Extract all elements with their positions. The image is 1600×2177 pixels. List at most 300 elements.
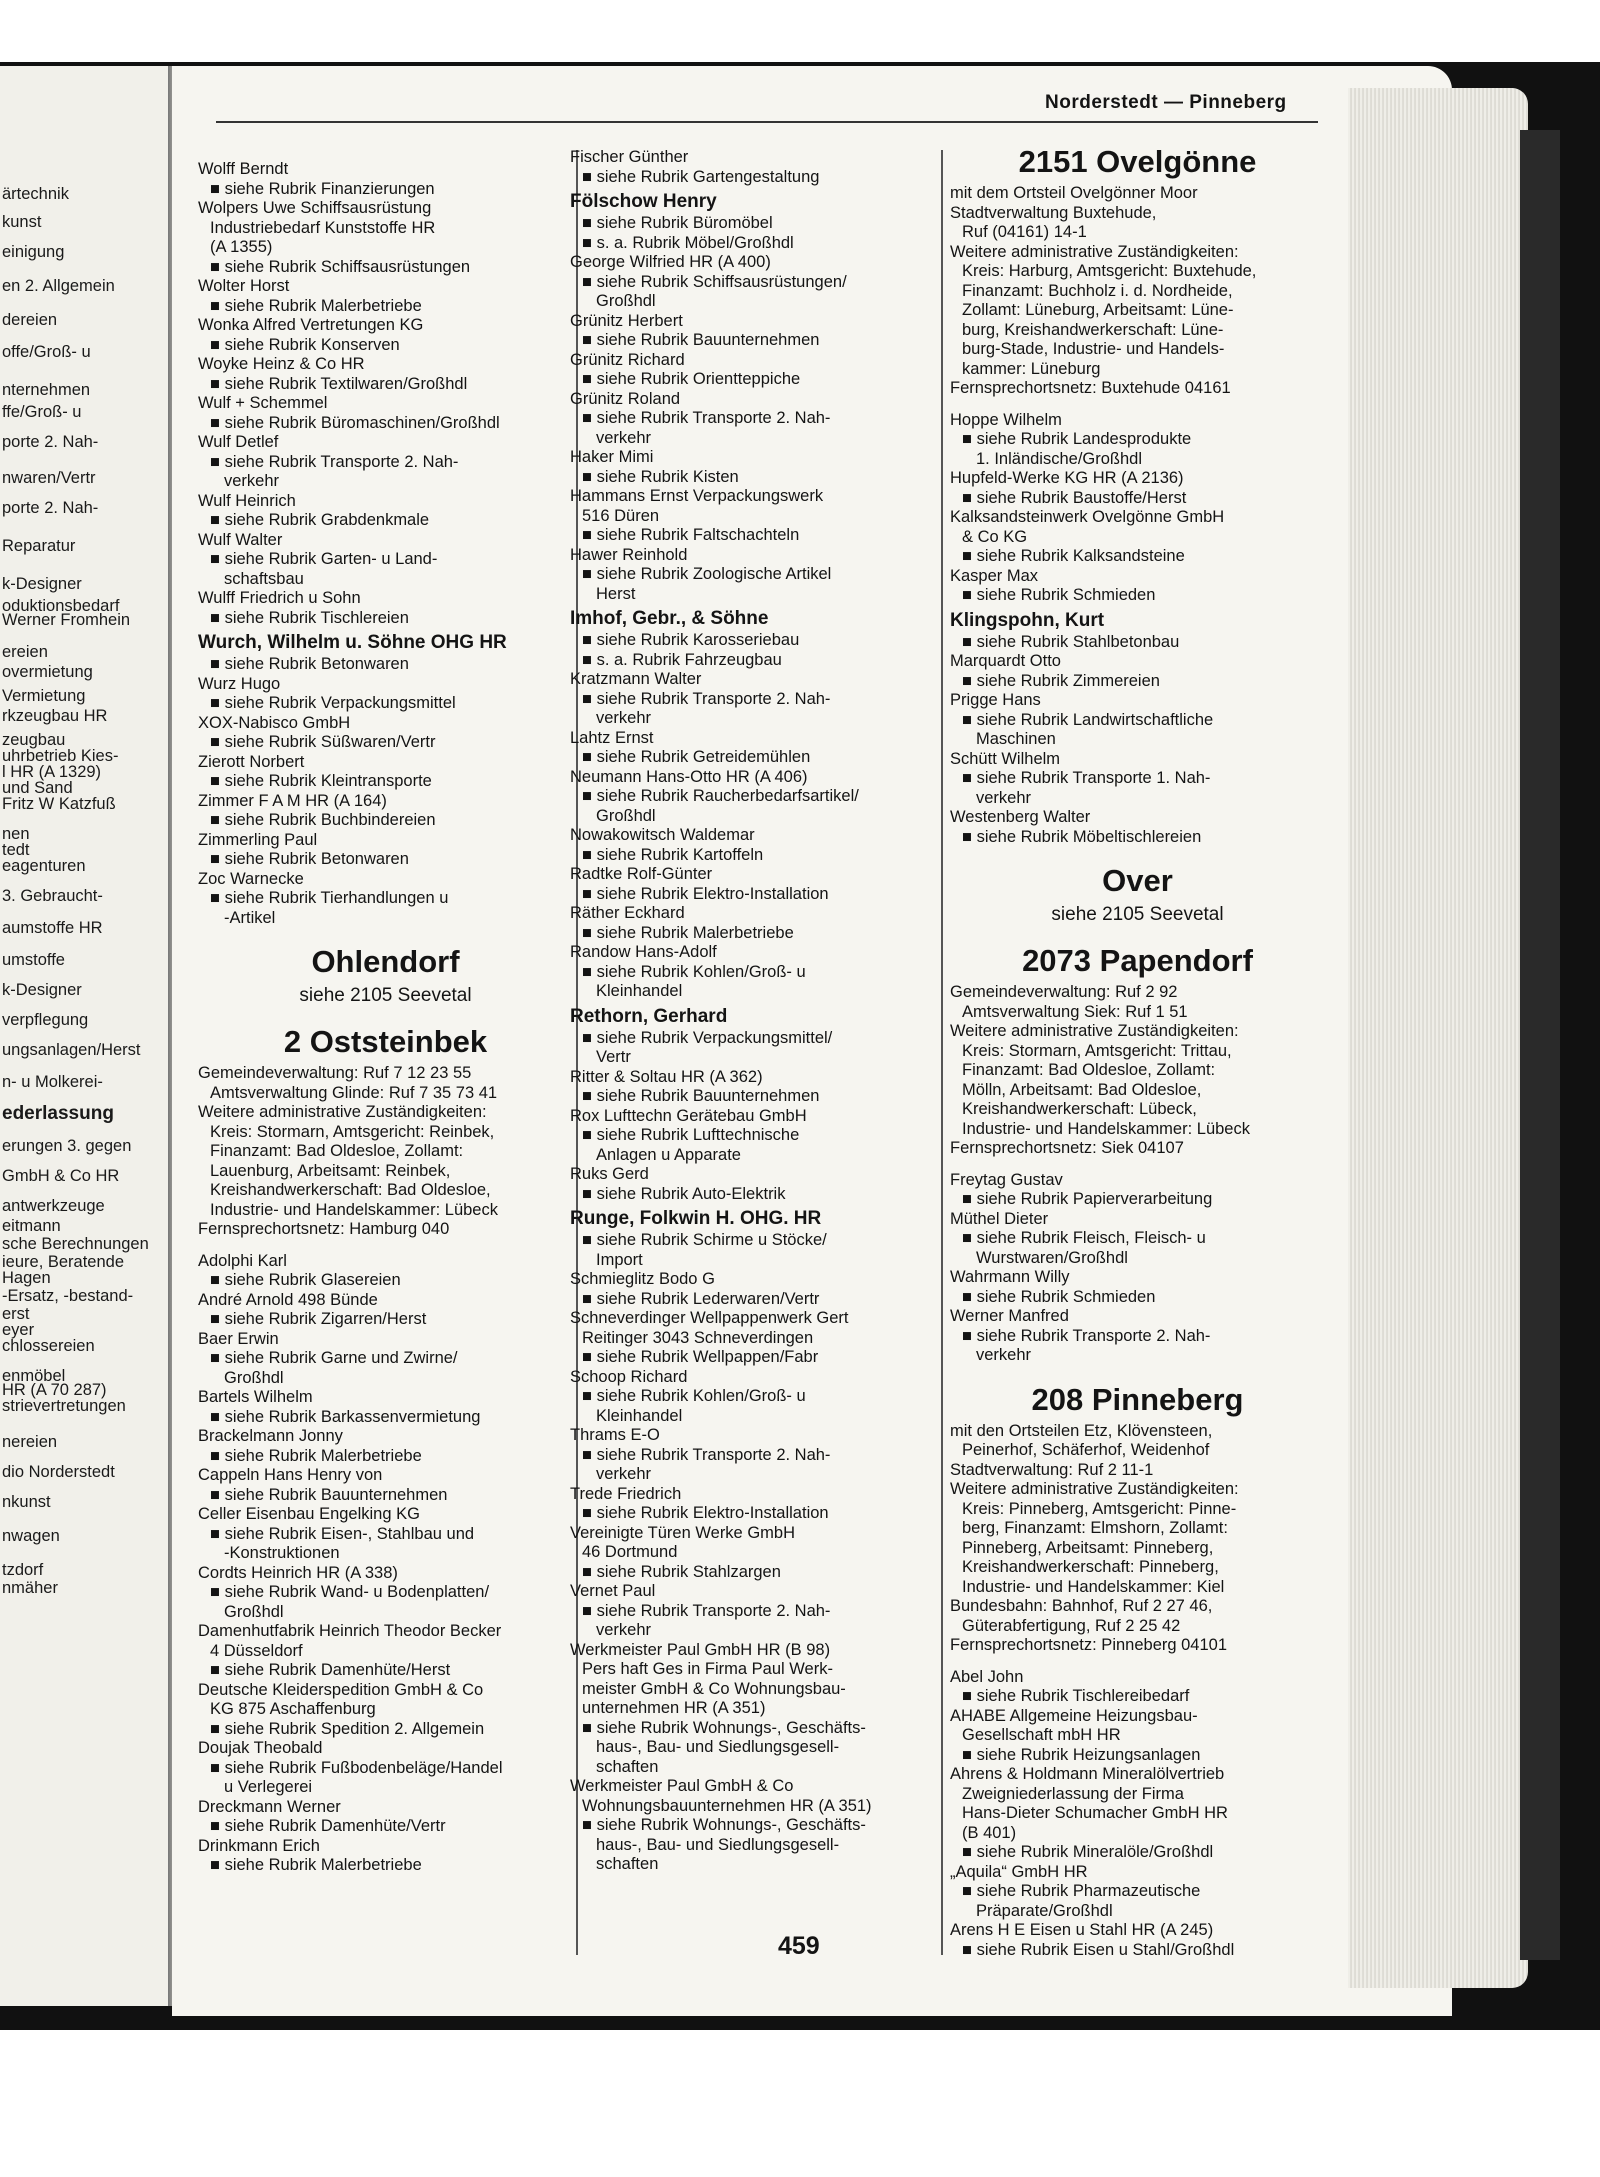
entry-name: Bundesbahn: Bahnhof, Ruf 2 27 46, (950, 1597, 1213, 1615)
left-page-fragment: oduktionsbedarf (2, 597, 120, 615)
entry-name-bold: Wurch, Wilhelm u. Söhne OHG HR (198, 632, 507, 653)
entry-name: Ruks Gerd (570, 1165, 649, 1183)
rubrik-reference: ■ siehe Rubrik Büromaschinen/Großhdl (198, 414, 573, 434)
entry-name: Schneverdinger Wellpappenwerk Gert (570, 1309, 849, 1327)
detail-line: Mölln, Arbeitsamt: Bad Oldesloe, (962, 1080, 1202, 1099)
detail-line: Güterabfertigung, Ruf 2 25 42 (962, 1616, 1181, 1635)
continuation-line: verkehr (976, 788, 1032, 807)
continuation-line: schaftsbau (224, 569, 304, 588)
entry-name: Werkmeister Paul GmbH & Co (570, 1777, 794, 1795)
entry-name-bold: Runge, Folkwin H. OHG. HR (570, 1208, 822, 1229)
column-divider (941, 150, 943, 1955)
left-page-fragment: strievertretungen (2, 1397, 126, 1415)
detail-line: Amtsverwaltung Siek: Ruf 1 51 (962, 1002, 1188, 1021)
continuation-line: haus-, Bau- und Siedlungsgesell- (596, 1738, 840, 1756)
left-page-fragment: zeugbau (2, 731, 66, 749)
entry-name: Grünitz Herbert (570, 311, 683, 330)
entry-name: Müthel Dieter (950, 1209, 1049, 1228)
rubrik-reference: ■ siehe Rubrik Bauunternehmen (198, 1486, 573, 1506)
continuation-line: verkehr (224, 472, 280, 490)
left-page-fragment: antwerkzeuge (2, 1197, 105, 1215)
left-page-fragment: ereien (2, 643, 48, 661)
continuation-line: Kleinhandel (596, 982, 683, 1000)
entry-name: Fernsprechortsnetz: Siek 04107 (950, 1139, 1184, 1157)
detail-line: Kreishandwerkerschaft: Pinneberg, (962, 1558, 1219, 1576)
header-rule (216, 121, 1318, 123)
detail-line: Amtsverwaltung Glinde: Ruf 7 35 73 41 (210, 1083, 498, 1102)
rubrik-reference: ■ siehe Rubrik Tierhandlungen u (198, 889, 573, 909)
entry-name: Drinkmann Erich (198, 1836, 320, 1855)
entry-name: Cappeln Hans Henry von (198, 1466, 383, 1484)
entry-name: Brackelmann Jonny (198, 1427, 343, 1445)
detail-line: Kreishandwerkerschaft: Bad Oldesloe, (210, 1181, 491, 1199)
entry-name: Deutsche Kleiderspedition GmbH & Co (198, 1680, 484, 1699)
spacer (950, 1656, 1325, 1668)
detail-line: Reitinger 3043 Schneverdingen (582, 1328, 814, 1347)
spacer (950, 1159, 1325, 1171)
detail-line: KG 875 Aschaffenburg (210, 1700, 376, 1718)
left-page-fragment: ärtechnik (2, 185, 69, 203)
left-page-fragment: Reparatur (2, 537, 76, 555)
rubrik-reference: ■ siehe Rubrik Bauunternehmen (570, 331, 940, 351)
rubrik-reference: ■ siehe Rubrik Stahlzargen (570, 1563, 940, 1583)
continuation-line: verkehr (596, 1465, 652, 1483)
rubrik-reference: ■ siehe Rubrik Konserven (198, 336, 573, 356)
entry-name: Wulf + Schemmel (198, 394, 328, 412)
entry-name: Baer Erwin (198, 1329, 279, 1348)
detail-line: (A 1355) (210, 238, 273, 256)
entry-name: Dreckmann Werner (198, 1797, 341, 1816)
left-page-fragment: dereien (2, 311, 58, 329)
rubrik-reference: ■ siehe Rubrik Damenhüte/Herst (198, 1661, 573, 1681)
page-edges (1348, 88, 1528, 1988)
see-reference: siehe 2105 Seevetal (299, 985, 472, 1006)
rubrik-reference: ■ siehe Rubrik Gartengestaltung (570, 168, 940, 188)
column-3 (950, 128, 1325, 1960)
entry-name: Fischer Günther (570, 148, 689, 166)
left-page-fragment: 3. Gebraucht- (2, 887, 103, 905)
entry-name: Cordts Heinrich HR (A 338) (198, 1563, 398, 1582)
entry-name: Wolpers Uwe Schiffsausrüstung (198, 199, 432, 217)
entry-name: Gemeindeverwaltung: Ruf 7 12 23 55 (198, 1064, 472, 1082)
detail-line: Kreis: Stormarn, Amtsgericht: Trittau, (962, 1041, 1232, 1060)
rubrik-reference: ■ siehe Rubrik Malerbetriebe (198, 1447, 573, 1467)
rubrik-reference: ■ siehe Rubrik Transporte 2. Nah- (570, 1602, 940, 1622)
continuation-line: verkehr (596, 1621, 652, 1639)
detail-line: Peinerhof, Schäferhof, Weidenhof (962, 1441, 1210, 1459)
rubrik-reference: ■ siehe Rubrik Zoologische Artikel (570, 565, 940, 585)
entry-name: mit dem Ortsteil Ovelgönner Moor (950, 184, 1198, 202)
entry-name: Vereinigte Türen Werke GmbH (570, 1523, 795, 1542)
left-page-fragment: uhrbetrieb Kies- (2, 747, 119, 765)
rubrik-reference: ■ siehe Rubrik Verpackungsmittel (198, 694, 573, 714)
rubrik-reference: ■ siehe Rubrik Kisten (570, 468, 940, 488)
left-page-fragment: nternehmen (2, 381, 91, 399)
continuation-line: Vertr (596, 1048, 631, 1066)
left-page-fragment: l HR (A 1329) (2, 763, 102, 781)
detail-line: Industriebedarf Kunststoffe HR (210, 218, 436, 237)
town-heading: 2 Oststeinbek (283, 1024, 488, 1059)
entry-name: Weitere administrative Zuständigkeiten: (950, 1480, 1239, 1498)
continuation-line: verkehr (976, 1346, 1032, 1364)
entry-name: Zimmerling Paul (198, 830, 318, 849)
left-page-fragment: nwaren/Vertr (2, 469, 96, 487)
entry-name: Werner Manfred (950, 1307, 1069, 1325)
entry-name-bold: Rethorn, Gerhard (570, 1005, 728, 1027)
left-page-fragment: und Sand (2, 779, 73, 797)
rubrik-reference: ■ siehe Rubrik Malerbetriebe (570, 924, 940, 944)
entry-name: Nowakowitsch Waldemar (570, 826, 755, 844)
entry-name: Trede Friedrich (570, 1484, 682, 1503)
rubrik-reference: ■ siehe Rubrik Schirme u Stöcke/ (570, 1231, 940, 1251)
entry-name: Kratzmann Walter (570, 670, 702, 688)
detail-line: berg, Finanzamt: Elmshorn, Zollamt: (962, 1519, 1228, 1537)
continuation-line: Großhdl (224, 1368, 284, 1387)
left-page-fragment: tedt (2, 841, 30, 859)
left-page-fragment: dio Norderstedt (2, 1463, 115, 1481)
entry-name: Fernsprechortsnetz: Buxtehude 04161 (950, 379, 1231, 397)
rubrik-reference: ■ siehe Rubrik Orientteppiche (570, 370, 940, 390)
rubrik-reference: ■ siehe Rubrik Damenhüte/Vertr (198, 1817, 573, 1837)
left-page-fragment: erungen 3. gegen (2, 1137, 132, 1155)
continuation-line: verkehr (596, 709, 652, 727)
left-page-fragment: nmäher (2, 1579, 58, 1597)
rubrik-reference: ■ siehe Rubrik Möbeltischlereien (950, 828, 1325, 848)
continuation-line: Herst (596, 584, 636, 603)
left-page-fragment: rkzeugbau HR (2, 707, 108, 725)
left-page-fragment: porte 2. Nah- (2, 433, 99, 451)
entry-name: Wulf Heinrich (198, 491, 296, 510)
entry-name: Thrams E-O (570, 1426, 660, 1444)
entry-name: Schütt Wilhelm (950, 749, 1061, 768)
left-page-fragment: sche Berechnungen (2, 1235, 149, 1253)
page-number: 459 (778, 1932, 820, 1960)
continuation-line: verkehr (596, 428, 652, 447)
continuation-line: Großhdl (224, 1602, 284, 1621)
rubrik-reference: ■ siehe Rubrik Eisen u Stahl/Großhdl (950, 1941, 1325, 1961)
entry-name: Grünitz Roland (570, 389, 681, 408)
entry-name: Weitere administrative Zuständigkeiten: (950, 1022, 1239, 1040)
entry-name: Prigge Hans (950, 691, 1041, 709)
entry-name: Hawer Reinhold (570, 545, 688, 564)
rubrik-reference: ■ siehe Rubrik Malerbetriebe (198, 297, 573, 317)
rubrik-reference: ■ siehe Rubrik Schmieden (950, 1288, 1325, 1308)
detail-line: meister GmbH & Co Wohnungsbau- (582, 1679, 846, 1698)
left-page-fragment: nkunst (2, 1493, 51, 1511)
entry-name: Adolphi Karl (198, 1251, 287, 1270)
left-page-fragment: verpflegung (2, 1011, 89, 1029)
column-2 (570, 148, 940, 1875)
spacer (950, 399, 1325, 411)
rubrik-reference: ■ siehe Rubrik Landwirtschaftliche (950, 711, 1325, 731)
entry-name: Doujak Theobald (198, 1739, 323, 1757)
entry-name: Stadtverwaltung: Ruf 2 11-1 (950, 1460, 1154, 1479)
column-1 (198, 160, 573, 1876)
entry-name: XOX-Nabisco GmbH (198, 713, 351, 732)
rubrik-reference: ■ siehe Rubrik Süßwaren/Vertr (198, 733, 573, 753)
left-page-fragment: HR (A 70 287) (2, 1381, 107, 1399)
rubrik-reference: ■ s. a. Rubrik Möbel/Großhdl (570, 234, 940, 254)
entry-name: AHABE Allgemeine Heizungsbau- (950, 1706, 1198, 1725)
rubrik-reference: ■ siehe Rubrik Fußbodenbeläge/Handel (198, 1759, 573, 1779)
continuation-line: Anlagen u Apparate (596, 1145, 741, 1164)
entry-name: Abel John (950, 1667, 1024, 1686)
entry-name: Celler Eisenbau Engelking KG (198, 1505, 420, 1523)
rubrik-reference: ■ siehe Rubrik Kartoffeln (570, 846, 940, 866)
rubrik-reference: ■ siehe Rubrik Buchbindereien (198, 811, 573, 831)
detail-line: Industrie- und Handelskammer: Lübeck (210, 1200, 498, 1219)
rubrik-reference: ■ siehe Rubrik Papierverarbeitung (950, 1190, 1325, 1210)
rubrik-reference: ■ siehe Rubrik Verpackungsmittel/ (570, 1029, 940, 1049)
left-page-fragment: kunst (2, 213, 42, 231)
continuation-line: Präparate/Großhdl (976, 1901, 1113, 1920)
detail-line: Industrie- und Handelskammer: Lübeck (962, 1119, 1250, 1138)
book-cover-edge (1520, 130, 1560, 1960)
rubrik-reference: ■ siehe Rubrik Pharmazeutische (950, 1882, 1325, 1902)
left-page-fragment: umstoffe (2, 951, 65, 969)
rubrik-reference: ■ siehe Rubrik Heizungsanlagen (950, 1746, 1325, 1766)
left-page-fragment: einigung (2, 243, 65, 261)
rubrik-reference: ■ siehe Rubrik Schiffsausrüstungen (198, 258, 573, 278)
rubrik-reference: ■ siehe Rubrik Zimmereien (950, 672, 1325, 692)
continuation-line: 1. Inländische/Großhdl (976, 449, 1143, 468)
continuation-line: Import (596, 1250, 643, 1269)
rubrik-reference: ■ siehe Rubrik Getreidemühlen (570, 748, 940, 768)
entry-name: Wolff Berndt (198, 160, 289, 178)
left-page-fragment: nereien (2, 1433, 58, 1451)
continuation-line: -Artikel (224, 908, 276, 927)
rubrik-reference: ■ siehe Rubrik Landesprodukte (950, 430, 1325, 450)
rubrik-reference: ■ siehe Rubrik Bauunternehmen (570, 1087, 940, 1107)
town-heading: 208 Pinneberg (1031, 1381, 1244, 1417)
continuation-line: Wurstwaren/Großhdl (976, 1248, 1128, 1267)
left-page-fragment: ungsanlagen/Herst (2, 1041, 141, 1059)
continuation-line: Großhdl (596, 806, 656, 825)
entry-name: Gemeindeverwaltung: Ruf 2 92 (950, 983, 1178, 1001)
continuation-line: Kleinhandel (596, 1406, 683, 1425)
detail-line: Kreishandwerkerschaft: Lübeck, (962, 1100, 1197, 1118)
entry-name: Randow Hans-Adolf (570, 943, 717, 961)
detail-line: (B 401) (962, 1823, 1017, 1842)
entry-name: Wolter Horst (198, 277, 290, 295)
left-page-fragment: erst (2, 1305, 30, 1323)
entry-name: André Arnold 498 Bünde (198, 1290, 378, 1309)
entry-name: Hammans Ernst Verpackungswerk (570, 487, 824, 505)
left-page-fragment: overmietung (2, 663, 93, 681)
left-page-fragment: aumstoffe HR (2, 919, 103, 937)
left-page-fragment: nwagen (2, 1527, 60, 1545)
rubrik-reference: ■ siehe Rubrik Transporte 2. Nah- (570, 409, 940, 429)
left-page-fragment: porte 2. Nah- (2, 499, 99, 517)
detail-line: & Co KG (962, 527, 1028, 546)
detail-line: Finanzamt: Bad Oldesloe, Zollamt: (210, 1142, 464, 1160)
left-page-fragment: GmbH & Co HR (2, 1167, 120, 1185)
continuation-line: haus-, Bau- und Siedlungsgesell- (596, 1835, 840, 1854)
detail-line: Pinneberg, Arbeitsamt: Pinneberg, (962, 1538, 1214, 1557)
entry-name: Wulf Walter (198, 530, 283, 549)
rubrik-reference: ■ siehe Rubrik Schmieden (950, 586, 1325, 606)
town-heading: 2151 Ovelgönne (1018, 144, 1257, 179)
entry-name: Kalksandsteinwerk Ovelgönne GmbH (950, 508, 1225, 526)
rubrik-reference: ■ siehe Rubrik Faltschachteln (570, 526, 940, 546)
entry-name: „Aquila“ GmbH HR (950, 1862, 1088, 1881)
entry-name: Wurz Hugo (198, 674, 281, 693)
left-page-fragment: ffe/Groß- u (2, 403, 82, 421)
running-header: Norderstedt — Pinneberg (1045, 92, 1287, 113)
entry-name: Arens H E Eisen u Stahl HR (A 245) (950, 1921, 1214, 1939)
rubrik-reference: ■ siehe Rubrik Barkassenvermietung (198, 1408, 573, 1428)
left-page-fragment: chlossereien (2, 1337, 95, 1355)
rubrik-reference: ■ siehe Rubrik Transporte 1. Nah- (950, 769, 1325, 789)
entry-name: Weitere administrative Zuständigkeiten: (950, 242, 1239, 261)
left-page-fragment: Vermietung (2, 687, 86, 705)
rubrik-reference: ■ siehe Rubrik Wohnungs-, Geschäfts- (570, 1719, 940, 1739)
left-page-fragment: eitmann (2, 1217, 61, 1235)
detail-line: Kreis: Pinneberg, Amtsgericht: Pinne- (962, 1499, 1237, 1518)
entry-name: Freytag Gustav (950, 1170, 1063, 1189)
entry-name: Fernsprechortsnetz: Hamburg 040 (198, 1220, 450, 1238)
detail-line: Finanzamt: Buchholz i. d. Nordheide, (962, 281, 1233, 300)
rubrik-reference: ■ siehe Rubrik Transporte 2. Nah- (570, 1446, 940, 1466)
entry-name: Zoc Warnecke (198, 869, 304, 888)
left-page-fragment: eyer (2, 1321, 35, 1339)
continuation-line: u Verlegerei (224, 1778, 313, 1796)
left-page-fragment: enmöbel (2, 1367, 66, 1385)
left-page (0, 66, 168, 2006)
left-page-fragment: k-Designer (2, 981, 82, 999)
rubrik-reference: ■ siehe Rubrik Fleisch, Fleisch- u (950, 1229, 1325, 1249)
entry-name: Wonka Alfred Vertretungen KG (198, 316, 424, 334)
left-page-fragment: k-Designer (2, 575, 82, 593)
left-page-fragment: nen (2, 825, 30, 843)
detail-line: burg, Kreishandwerkerschaft: Lüne- (962, 320, 1224, 339)
entry-name: Weitere administrative Zuständigkeiten: (198, 1103, 487, 1121)
rubrik-reference: ■ siehe Rubrik Mineralöle/Großhdl (950, 1843, 1325, 1863)
entry-name: Radtke Rolf-Günter (570, 865, 713, 883)
left-page-fragment: Hagen (2, 1269, 51, 1287)
entry-name: mit den Ortsteilen Etz, Klövensteen, (950, 1421, 1213, 1440)
left-page-fragment: Fritz W Katzfuß (2, 795, 116, 813)
rubrik-reference: ■ siehe Rubrik Auto-Elektrik (570, 1185, 940, 1205)
entry-name: Rox Lufttechn Gerätebau GmbH (570, 1106, 807, 1125)
left-page-fragment: eagenturen (2, 857, 86, 875)
continuation-line: schaften (596, 1757, 659, 1776)
detail-line: 4 Düsseldorf (210, 1641, 303, 1660)
entry-name: Westenberg Walter (950, 808, 1091, 826)
entry-name-bold: Fölschow Henry (570, 191, 717, 212)
rubrik-reference: ■ siehe Rubrik Karosseriebau (570, 631, 940, 651)
rubrik-reference: ■ siehe Rubrik Grabdenkmale (198, 511, 573, 531)
detail-line: Lauenburg, Arbeitsamt: Reinbek, (210, 1161, 451, 1180)
rubrik-reference: ■ siehe Rubrik Tischlereien (198, 609, 573, 629)
entry-name-bold: Klingspohn, Kurt (950, 609, 1105, 631)
entry-name: Marquardt Otto (950, 652, 1061, 670)
entry-name: Schoop Richard (570, 1367, 688, 1386)
entry-name: Hoppe Wilhelm (950, 410, 1062, 429)
detail-line: kammer: Lüneburg (962, 359, 1101, 378)
rubrik-reference: ■ siehe Rubrik Wellpappen/Fabr (570, 1348, 940, 1368)
entry-name: Fernsprechortsnetz: Pinneberg 04101 (950, 1636, 1228, 1654)
rubrik-reference: ■ siehe Rubrik Transporte 2. Nah- (570, 690, 940, 710)
entry-name: Neumann Hans-Otto HR (A 406) (570, 767, 808, 786)
rubrik-reference: ■ siehe Rubrik Eisen-, Stahlbau und (198, 1525, 573, 1545)
entry-name: Zierott Norbert (198, 752, 305, 771)
rubrik-reference: ■ siehe Rubrik Finanzierungen (198, 180, 573, 200)
spacer (198, 1240, 573, 1252)
detail-line: Ruf (04161) 14-1 (962, 223, 1087, 241)
entry-name: Ahrens & Holdmann Mineralölvertrieb (950, 1765, 1225, 1783)
continuation-line: Maschinen (976, 730, 1056, 748)
left-page-fragment: -Ersatz, -bestand- (2, 1287, 134, 1305)
entry-name: George Wilfried HR (A 400) (570, 253, 771, 271)
detail-line: Hans-Dieter Schumacher GmbH HR (962, 1804, 1228, 1822)
rubrik-reference: ■ siehe Rubrik Lederwaren/Vertr (570, 1290, 940, 1310)
rubrik-reference: ■ siehe Rubrik Malerbetriebe (198, 1856, 573, 1876)
entry-name: Vernet Paul (570, 1582, 656, 1600)
continuation-line: schaften (596, 1855, 659, 1873)
detail-line: Wohnungsbauunternehmen HR (A 351) (582, 1796, 872, 1815)
entry-name: Wulff Friedrich u Sohn (198, 589, 361, 607)
rubrik-reference: ■ siehe Rubrik Kohlen/Groß- u (570, 963, 940, 983)
detail-line: Kreis: Stormarn, Amtsgericht: Reinbek, (210, 1122, 495, 1141)
town-heading: 2073 Papendorf (1022, 943, 1253, 978)
left-page-fragment: n- u Molkerei- (2, 1073, 103, 1091)
rubrik-reference: ■ siehe Rubrik Stahlbetonbau (950, 633, 1325, 653)
detail-line: Zweigniederlassung der Firma (962, 1784, 1184, 1803)
entry-name: Zimmer F A M HR (A 164) (198, 791, 387, 810)
detail-line: Gesellschaft mbH HR (962, 1726, 1121, 1744)
entry-name: Wahrmann Willy (950, 1268, 1070, 1286)
detail-line: 516 Düren (582, 506, 660, 525)
rubrik-reference: ■ siehe Rubrik Garten- u Land- (198, 550, 573, 570)
rubrik-reference: ■ siehe Rubrik Textilwaren/Großhdl (198, 375, 573, 395)
entry-name: Wulf Detlef (198, 433, 279, 451)
rubrik-reference: ■ siehe Rubrik Schiffsausrüstungen/ (570, 273, 940, 293)
rubrik-reference: ■ siehe Rubrik Baustoffe/Herst (950, 489, 1325, 509)
entry-name: Kasper Max (950, 566, 1039, 585)
left-page-fragment: offe/Groß- u (2, 343, 91, 361)
entry-name-bold: Imhof, Gebr., & Söhne (570, 608, 769, 629)
entry-name: Damenhutfabrik Heinrich Theodor Becker (198, 1622, 502, 1640)
rubrik-reference: ■ siehe Rubrik Betonwaren (198, 655, 573, 675)
continuation-line: Großhdl (596, 292, 656, 310)
entry-name: Lahtz Ernst (570, 728, 654, 747)
detail-line: Pers haft Ges in Firma Paul Werk- (582, 1660, 833, 1678)
rubrik-reference: ■ siehe Rubrik Wohnungs-, Geschäfts- (570, 1816, 940, 1836)
rubrik-reference: ■ siehe Rubrik Transporte 2. Nah- (950, 1327, 1325, 1347)
rubrik-reference: ■ siehe Rubrik Transporte 2. Nah- (198, 453, 573, 473)
entry-name: Werkmeister Paul GmbH HR (B 98) (570, 1640, 831, 1659)
town-heading: Ohlendorf (311, 944, 460, 979)
rubrik-reference: ■ siehe Rubrik Wand- u Bodenplatten/ (198, 1583, 573, 1603)
rubrik-reference: ■ siehe Rubrik Glasereien (198, 1271, 573, 1291)
detail-line: burg-Stade, Industrie- und Handels- (962, 340, 1225, 358)
detail-line: 46 Dortmund (582, 1543, 678, 1561)
rubrik-reference: ■ siehe Rubrik Kalksandsteine (950, 547, 1325, 567)
rubrik-reference: ■ siehe Rubrik Spedition 2. Allgemein (198, 1720, 573, 1740)
left-page-fragment: Werner Fromhein (2, 611, 131, 629)
left-page-fragment: ederlassung (2, 1103, 114, 1124)
entry-name: Woyke Heinz & Co HR (198, 355, 365, 373)
see-reference: siehe 2105 Seevetal (1051, 904, 1224, 925)
rubrik-reference: ■ siehe Rubrik Elektro-Installation (570, 1504, 940, 1524)
entry-name: Grünitz Richard (570, 350, 685, 369)
entry-name: Räther Eckhard (570, 904, 685, 922)
rubrik-reference: ■ siehe Rubrik Elektro-Installation (570, 885, 940, 905)
detail-line: Finanzamt: Bad Oldesloe, Zollamt: (962, 1061, 1216, 1079)
detail-line: Kreis: Harburg, Amtsgericht: Buxtehude, (962, 262, 1257, 280)
town-heading: Over (1102, 863, 1173, 898)
